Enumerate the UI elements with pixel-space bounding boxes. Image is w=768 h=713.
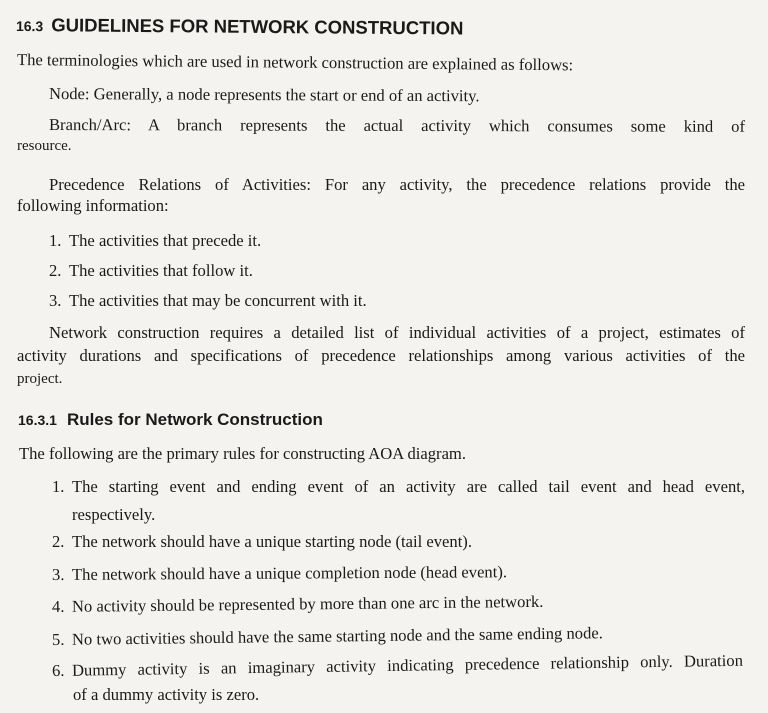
item-number: 3.	[49, 291, 62, 310]
precedence-definition-line1: Precedence Relations of Activities: For any activity, the precedence relations provide the	[49, 175, 745, 194]
item-text: The activities that may be concurrent with it.	[69, 291, 367, 310]
item-text: The activities that precede it.	[69, 231, 262, 250]
rule-text: Dummy activity is an imaginary activity indicating precedence relationship only. Duration	[71, 650, 744, 680]
item-number: 2.	[49, 261, 62, 280]
rule-text: The network should have a unique starting node (tail event).	[72, 532, 472, 551]
subsection-title: Rules for Network Construction	[66, 410, 323, 429]
branch-definition-line1: Branch/Arc: A branch represents the actual activity which consumes some kind of	[48, 115, 746, 136]
rule-item	[52, 592, 544, 617]
rules-intro: The following are the primary rules for constructing AOA diagram.	[19, 444, 466, 463]
rule-text: No two activities should have the same starting node and the same ending node.	[71, 623, 603, 649]
network-paragraph-line2: activity durations and specifications of precedence relationships among various activities of the	[17, 346, 745, 365]
network-paragraph-line3: project.	[17, 371, 63, 387]
rule-text: No activity should be represented by more than one arc in the network.	[71, 591, 544, 616]
network-paragraph-line1: Network construction requires a detailed list of individual activities of a project, estimates of	[49, 323, 745, 342]
rule-item	[52, 623, 603, 650]
precedence-item	[49, 261, 253, 281]
rule-text: The network should have a unique completion node (head event).	[71, 562, 508, 584]
rule-number: 2.	[52, 532, 65, 551]
precedence-item	[49, 231, 261, 251]
rule-number: 1.	[52, 477, 65, 496]
rule-number: 6.	[51, 660, 65, 680]
rule-continuation: respectively.	[72, 505, 156, 524]
intro-paragraph: The terminologies which are used in network construction are explained as follows:	[16, 50, 574, 75]
item-text: The activities that follow it.	[69, 261, 253, 280]
subsection-heading	[18, 410, 323, 430]
section-title: GUIDELINES FOR NETWORK CONSTRUCTION	[51, 14, 464, 39]
subsection-number: 16.3.1	[18, 412, 57, 428]
precedence-definition-line2: following information:	[17, 196, 169, 215]
rule-continuation: of a dummy activity is zero.	[73, 685, 260, 704]
precedence-item	[49, 291, 367, 311]
rule-item	[52, 532, 472, 552]
branch-definition-line2: resource.	[17, 138, 72, 154]
rule-item	[52, 477, 745, 497]
rule-number: 5.	[51, 629, 65, 649]
section-number: 16.3	[15, 18, 44, 35]
rule-number: 3.	[51, 564, 65, 584]
rule-item	[52, 651, 743, 681]
node-definition: Node: Generally, a node represents the start or end of an activity.	[48, 84, 480, 106]
item-number: 1.	[49, 231, 62, 250]
rule-item	[52, 562, 507, 585]
rule-text: The starting event and ending event of an activity are called tail event and head event,	[72, 477, 745, 496]
rule-number: 4.	[51, 596, 65, 616]
section-heading	[16, 14, 464, 40]
